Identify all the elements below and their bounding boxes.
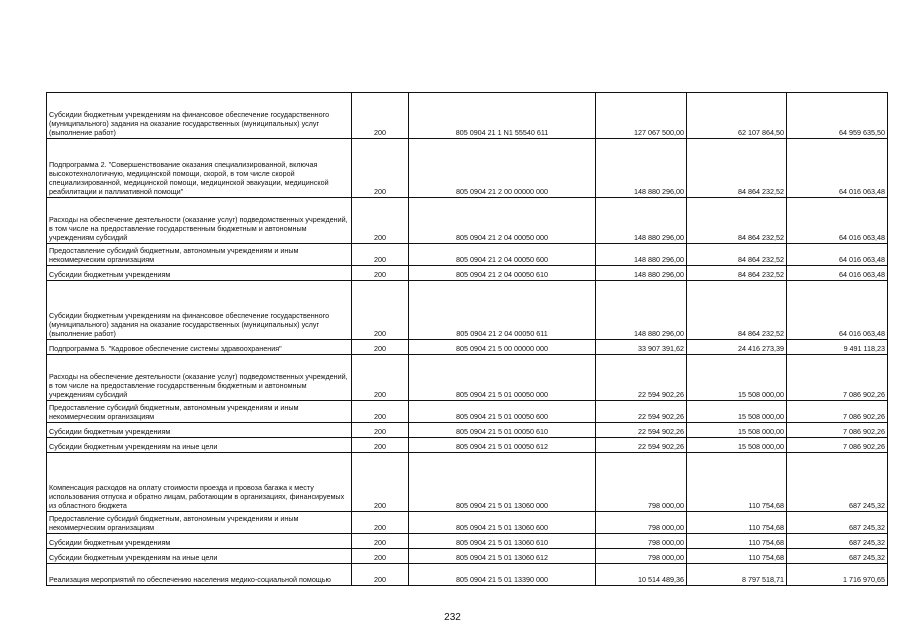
row-kbk-cell: 805 0904 21 5 01 00050 000 — [409, 355, 596, 401]
row-code-cell: 200 — [352, 549, 409, 564]
budget-table — [46, 92, 888, 586]
row-name-cell: Расходы на обеспечение деятельности (оказание услуг) подведомственных учреждений, в том числе на предоставление государственным бюджетным и автономным учреждениям субсидий — [47, 355, 352, 401]
row-value-2-cell: 84 864 232,52 — [687, 281, 787, 340]
row-code-cell: 200 — [352, 512, 409, 534]
table-row — [47, 534, 888, 549]
row-name-cell: Субсидии бюджетным учреждениям на финансовое обеспечение государственного (муниципального) задания на оказание государственных (муниципальных) услуг (выполнение работ) — [47, 281, 352, 340]
row-value-3-cell: 7 086 902,26 — [787, 438, 888, 453]
row-kbk-cell: 805 0904 21 2 00 00000 000 — [409, 139, 596, 198]
table-row — [47, 244, 888, 266]
row-kbk-cell: 805 0904 21 5 01 00050 612 — [409, 438, 596, 453]
row-code-cell: 200 — [352, 423, 409, 438]
row-value-3-cell: 64 016 063,48 — [787, 266, 888, 281]
row-value-2-cell: 110 754,68 — [687, 453, 787, 512]
row-code-cell: 200 — [352, 534, 409, 549]
row-code-cell: 200 — [352, 93, 409, 139]
row-kbk-cell: 805 0904 21 5 01 13060 612 — [409, 549, 596, 564]
row-name-cell: Предоставление субсидий бюджетным, автономным учреждениям и иным некоммерческим организациям — [47, 244, 352, 266]
row-kbk-cell: 805 0904 21 5 01 13060 000 — [409, 453, 596, 512]
row-value-1-cell: 798 000,00 — [596, 549, 687, 564]
table-row — [47, 355, 888, 401]
row-value-1-cell: 22 594 902,26 — [596, 355, 687, 401]
row-value-2-cell: 110 754,68 — [687, 549, 787, 564]
table-row — [47, 401, 888, 423]
table-row — [47, 139, 888, 198]
row-value-2-cell: 84 864 232,52 — [687, 198, 787, 244]
row-value-1-cell: 33 907 391,62 — [596, 340, 687, 355]
row-name-cell: Субсидии бюджетным учреждениям — [47, 423, 352, 438]
row-code-cell: 200 — [352, 340, 409, 355]
row-value-3-cell: 1 716 970,65 — [787, 564, 888, 586]
row-value-1-cell: 22 594 902,26 — [596, 438, 687, 453]
row-value-3-cell: 687 245,32 — [787, 549, 888, 564]
row-value-1-cell: 148 880 296,00 — [596, 281, 687, 340]
row-value-2-cell: 15 508 000,00 — [687, 438, 787, 453]
row-code-cell: 200 — [352, 244, 409, 266]
table-row — [47, 512, 888, 534]
row-value-3-cell: 7 086 902,26 — [787, 401, 888, 423]
row-value-3-cell: 64 016 063,48 — [787, 198, 888, 244]
row-value-3-cell: 687 245,32 — [787, 534, 888, 549]
row-name-cell: Субсидии бюджетным учреждениям на иные цели — [47, 549, 352, 564]
row-value-1-cell: 148 880 296,00 — [596, 139, 687, 198]
row-value-1-cell: 148 880 296,00 — [596, 198, 687, 244]
row-name-cell: Предоставление субсидий бюджетным, автономным учреждениям и иным некоммерческим организациям — [47, 401, 352, 423]
row-kbk-cell: 805 0904 21 5 01 00050 610 — [409, 423, 596, 438]
table-row — [47, 93, 888, 139]
row-value-1-cell: 127 067 500,00 — [596, 93, 687, 139]
row-value-3-cell: 9 491 118,23 — [787, 340, 888, 355]
row-name-cell: Субсидии бюджетным учреждениям — [47, 266, 352, 281]
row-value-3-cell: 64 016 063,48 — [787, 244, 888, 266]
row-name-cell: Субсидии бюджетным учреждениям на финансовое обеспечение государственного (муниципального) задания на оказание государственных (муниципальных) услуг (выполнение работ) — [47, 93, 352, 139]
row-code-cell: 200 — [352, 281, 409, 340]
row-value-3-cell: 7 086 902,26 — [787, 423, 888, 438]
row-code-cell: 200 — [352, 401, 409, 423]
row-name-cell: Подпрограмма 5. "Кадровое обеспечение системы здравоохранения" — [47, 340, 352, 355]
row-kbk-cell: 805 0904 21 5 01 13060 610 — [409, 534, 596, 549]
row-value-1-cell: 10 514 489,36 — [596, 564, 687, 586]
table-row — [47, 340, 888, 355]
row-kbk-cell: 805 0904 21 2 04 00050 600 — [409, 244, 596, 266]
row-value-2-cell: 8 797 518,71 — [687, 564, 787, 586]
row-code-cell: 200 — [352, 355, 409, 401]
row-code-cell: 200 — [352, 198, 409, 244]
row-value-2-cell: 110 754,68 — [687, 512, 787, 534]
table-row — [47, 564, 888, 586]
row-kbk-cell: 805 0904 21 2 04 00050 611 — [409, 281, 596, 340]
row-value-2-cell: 84 864 232,52 — [687, 244, 787, 266]
row-value-1-cell: 798 000,00 — [596, 534, 687, 549]
row-name-cell: Расходы на обеспечение деятельности (оказание услуг) подведомственных учреждений, в том числе на предоставление государственным бюджетным и автономным учреждениям субсидий — [47, 198, 352, 244]
row-value-1-cell: 148 880 296,00 — [596, 244, 687, 266]
row-code-cell: 200 — [352, 453, 409, 512]
row-value-2-cell: 15 508 000,00 — [687, 401, 787, 423]
row-value-2-cell: 15 508 000,00 — [687, 355, 787, 401]
row-kbk-cell: 805 0904 21 2 04 00050 000 — [409, 198, 596, 244]
page-number: 232 — [444, 612, 461, 623]
row-name-cell: Субсидии бюджетным учреждениям на иные цели — [47, 438, 352, 453]
row-value-2-cell: 84 864 232,52 — [687, 139, 787, 198]
row-name-cell: Субсидии бюджетным учреждениям — [47, 534, 352, 549]
table-row — [47, 549, 888, 564]
row-value-3-cell: 64 016 063,48 — [787, 281, 888, 340]
table-row — [47, 198, 888, 244]
row-code-cell: 200 — [352, 266, 409, 281]
row-kbk-cell: 805 0904 21 5 01 13390 000 — [409, 564, 596, 586]
row-name-cell: Предоставление субсидий бюджетным, автономным учреждениям и иным некоммерческим организациям — [47, 512, 352, 534]
row-value-3-cell: 687 245,32 — [787, 453, 888, 512]
row-code-cell: 200 — [352, 438, 409, 453]
row-kbk-cell: 805 0904 21 5 01 00050 600 — [409, 401, 596, 423]
table-row — [47, 266, 888, 281]
row-value-1-cell: 22 594 902,26 — [596, 423, 687, 438]
row-name-cell: Компенсация расходов на оплату стоимости проезда и провоза багажа к месту использования отпуска и обратно лицам, работающим в организациях, финансируемых из областного бюджета — [47, 453, 352, 512]
table-row — [47, 438, 888, 453]
table-row — [47, 423, 888, 438]
row-kbk-cell: 805 0904 21 5 01 13060 600 — [409, 512, 596, 534]
row-value-1-cell: 798 000,00 — [596, 453, 687, 512]
row-value-1-cell: 22 594 902,26 — [596, 401, 687, 423]
row-value-2-cell: 24 416 273,39 — [687, 340, 787, 355]
row-value-2-cell: 84 864 232,52 — [687, 266, 787, 281]
row-value-1-cell: 798 000,00 — [596, 512, 687, 534]
row-kbk-cell: 805 0904 21 1 N1 55540 611 — [409, 93, 596, 139]
row-name-cell: Реализация мероприятий по обеспечению населения медико-социальной помощью — [47, 564, 352, 586]
row-value-3-cell: 64 959 635,50 — [787, 93, 888, 139]
row-value-2-cell: 110 754,68 — [687, 534, 787, 549]
table-row — [47, 453, 888, 512]
row-kbk-cell: 805 0904 21 5 00 00000 000 — [409, 340, 596, 355]
row-value-3-cell: 64 016 063,48 — [787, 139, 888, 198]
row-value-1-cell: 148 880 296,00 — [596, 266, 687, 281]
row-value-2-cell: 15 508 000,00 — [687, 423, 787, 438]
row-code-cell: 200 — [352, 139, 409, 198]
table-row — [47, 281, 888, 340]
row-value-3-cell: 7 086 902,26 — [787, 355, 888, 401]
row-code-cell: 200 — [352, 564, 409, 586]
row-name-cell: Подпрограмма 2. "Совершенствование оказания специализированной, включая высокотехнологичную, медицинской помощи, скорой, в том числе скорой специализированной, медицинской помощи, медицинской эвакуации, медицинской реабилитации и паллиативной помощи" — [47, 139, 352, 198]
row-kbk-cell: 805 0904 21 2 04 00050 610 — [409, 266, 596, 281]
row-value-3-cell: 687 245,32 — [787, 512, 888, 534]
row-value-2-cell: 62 107 864,50 — [687, 93, 787, 139]
